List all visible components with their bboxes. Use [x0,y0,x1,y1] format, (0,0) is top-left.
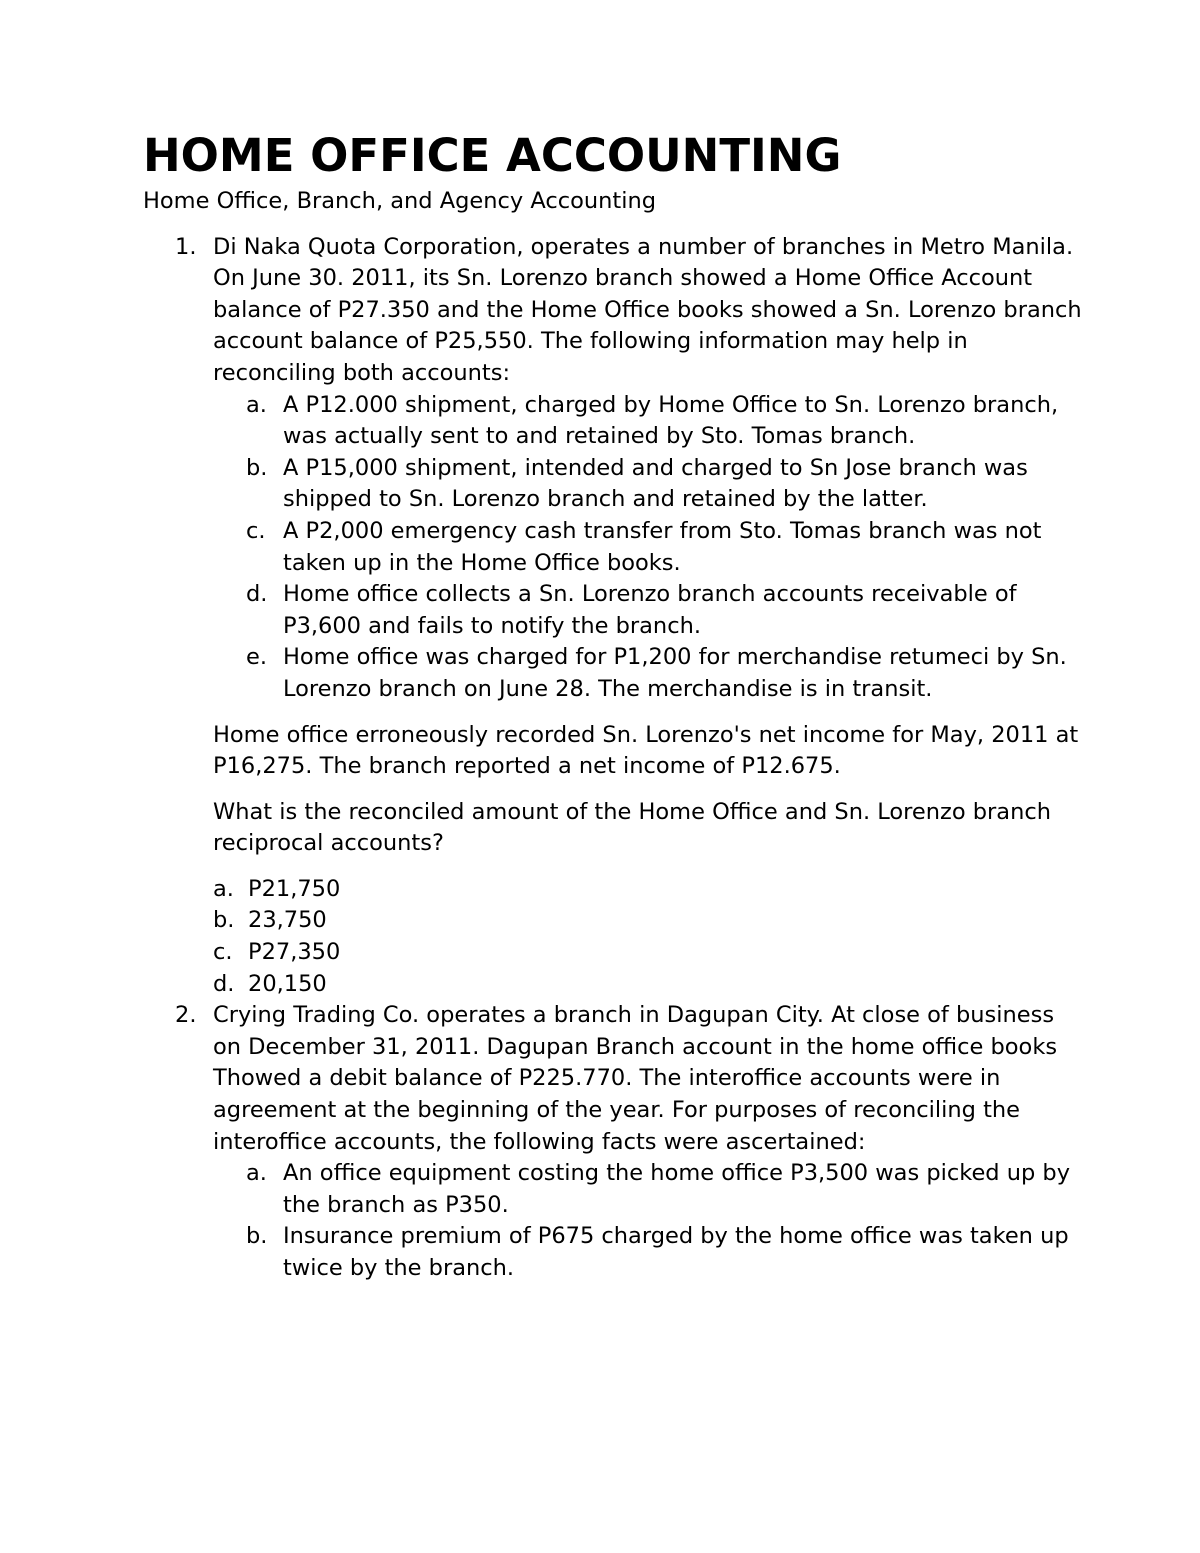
fact-text: Home office collects a Sn. Lorenzo branch accounts receivable of P3,600 and fails to notify the branch. [283,581,1017,639]
fact-text: A P2,000 emergency cash transfer from Sto. Tomas branch was not taken up in the Home Office books. [283,517,1042,576]
choice-letter: d. [213,970,235,997]
choice-text: 23,750 [248,907,327,934]
fact-item [213,516,1083,579]
question-prompt: What is the reconciled amount of the Home Office and Sn. Lorenzo branch reciprocal accounts? [213,798,1051,857]
choice-letter: b. [213,907,235,934]
fact-letter: c. [246,517,266,544]
document-page [143,129,1083,1285]
answer-choice [213,905,1083,937]
fact-item [213,642,1083,705]
fact-item [213,453,1083,516]
fact-text: A P12.000 shipment, charged by Home Office to Sn. Lorenzo branch, was actually sent to and retained by Sto. Tomas branch. [283,391,1059,450]
choice-text: P21,750 [248,875,341,902]
fact-letter: b. [246,454,268,481]
choice-text: 20,150 [248,970,327,997]
fact-text: Insurance premium of P675 charged by the home office was taken up twice by the branch. [283,1223,1069,1281]
question-intro: Crying Trading Co. operates a branch in Dagupan City. At close of business on December 31, 2011. Dagupan Branch account in the home office books Thowed a debit balance of P225.770. The interoffice accounts were in agreement at the beginning of the year. For purposes of reconciling the interoffice accounts, the following facts were ascertained: [213,1002,1058,1155]
document-title: HOME OFFICE ACCOUNTING [143,129,842,182]
question-number: 1. [175,233,197,260]
answer-choice [213,969,1083,1001]
fact-letter: a. [246,391,267,418]
fact-item [213,579,1083,642]
question-intro: Di Naka Quota Corporation, operates a number of branches in Metro Manila. On June 30. 2011, its Sn. Lorenzo branch showed a Home Office Account balance of P27.350 and the Home Office books showed a Sn. Lorenzo branch account balance of P25,550. The following information may help in reconciling both accounts: [213,233,1082,386]
fact-letter: b. [246,1223,268,1250]
document-subtitle: Home Office, Branch, and Agency Accounting [143,188,656,214]
choice-text: P27,350 [248,939,341,966]
fact-list [213,1158,1083,1284]
fact-list [213,390,1083,706]
fact-letter: e. [246,644,267,671]
question-1 [143,232,1083,1001]
fact-text: An office equipment costing the home office P3,500 was picked up by the branch as P350. [283,1160,1071,1218]
question-number: 2. [175,1002,197,1029]
fact-text: A P15,000 shipment, intended and charged to Sn Jose branch was shipped to Sn. Lorenzo branch and retained by the latter. [283,454,1028,513]
question-note: Home office erroneously recorded Sn. Lorenzo's net income for May, 2011 at P16,275. The branch reported a net income of P12.675. [213,721,1079,780]
question-2 [143,1000,1083,1284]
fact-letter: a. [246,1160,267,1187]
fact-item [213,390,1083,453]
answer-choices [213,874,1083,1000]
answer-choice [213,937,1083,969]
question-list [143,232,1083,1285]
choice-letter: c. [213,939,233,966]
answer-choice [213,874,1083,906]
fact-text: Home office was charged for P1,200 for merchandise retumeci by Sn. Lorenzo branch on June 28. The merchandise is in transit. [283,644,1067,702]
choice-letter: a. [213,875,234,902]
fact-item [213,1158,1083,1221]
fact-item [213,1221,1083,1284]
fact-letter: d. [246,581,268,608]
